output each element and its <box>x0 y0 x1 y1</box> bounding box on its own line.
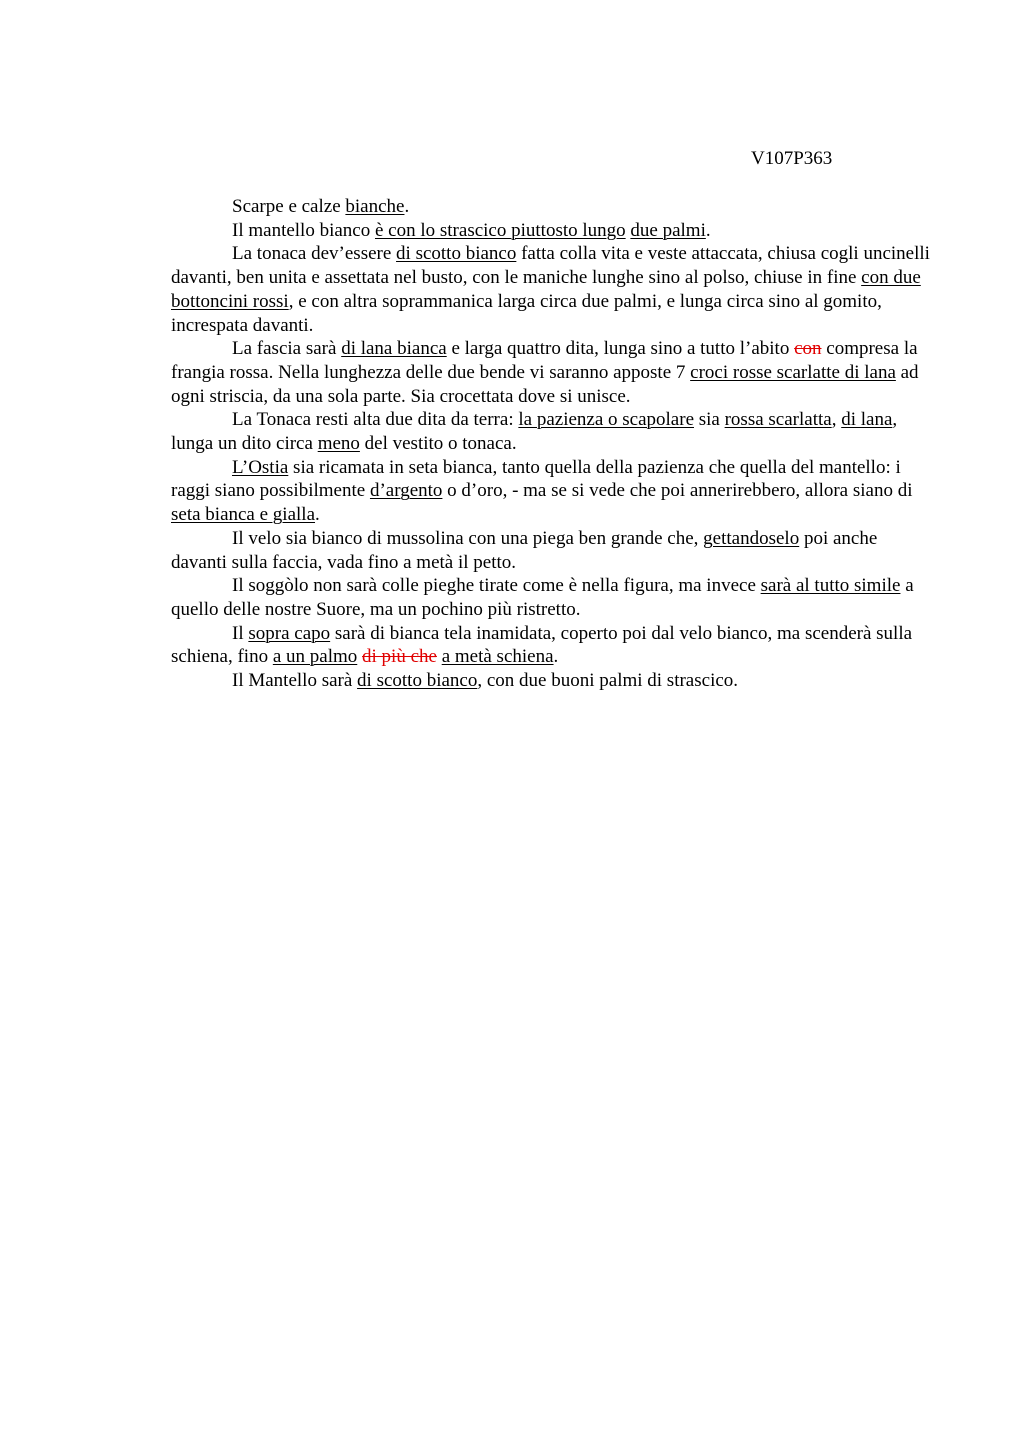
paragraph <box>171 669 931 693</box>
text-run: La Tonaca resti alta due dita da terra: <box>232 409 519 431</box>
paragraph <box>171 622 931 669</box>
underlined-text: di lana bianca <box>341 338 447 360</box>
paragraph <box>171 456 931 527</box>
underlined-text: è con lo strascico piuttosto lungo <box>374 219 626 241</box>
underlined-text: a metà schiena <box>441 646 554 668</box>
underlined-text: a un palmo <box>272 646 358 668</box>
underlined-text: sarà al tutto simile <box>760 575 901 597</box>
text-run: , <box>831 409 842 431</box>
text-run: . <box>404 196 410 217</box>
text-run: , con due buoni palmi di strascico. <box>477 670 739 692</box>
underlined-text: di scotto bianco <box>396 243 517 265</box>
paragraph <box>171 195 931 219</box>
text-run: fatta colla vita e veste attaccata, chiusa cogli uncinelli davanti, ben unita e assettata nel busto, con le maniche lunghe sino al polso, chiuse in fine <box>171 243 930 289</box>
document-body <box>171 195 931 693</box>
text-run: ad ogni striscia, da una sola parte. Sia crocettata dove si unisce. <box>171 361 919 407</box>
underlined-text: con due bottoncini rossi <box>171 267 921 312</box>
deleted-text: con <box>794 338 822 360</box>
text-run: poi anche davanti sulla faccia, vada fino a metà il petto. <box>171 527 878 573</box>
paragraph <box>171 408 931 455</box>
text-run: . <box>705 219 711 241</box>
text-run: del vestito o tonaca. <box>359 433 517 455</box>
underlined-text: bianche <box>345 196 405 217</box>
underlined-text: gettandoselo <box>703 527 800 549</box>
underlined-text: di lana <box>841 409 893 431</box>
text-run: . <box>315 504 320 526</box>
text-run: a quello delle nostre Suore, ma un pochino più ristretto. <box>171 575 914 620</box>
underlined-text: sopra capo <box>248 622 331 644</box>
paragraph <box>171 527 931 574</box>
text-run: Il <box>232 622 249 644</box>
text-run: , lunga un dito circa <box>171 409 898 455</box>
text-run: . <box>553 646 559 668</box>
underlined-text: croci rosse scarlatte di lana <box>690 361 896 383</box>
underlined-text: d’argento <box>369 480 443 502</box>
text-run: Il Mantello sarà <box>232 670 358 692</box>
paragraph <box>171 337 931 408</box>
text-run: compresa la frangia rossa. Nella lunghezza delle due bende vi saranno apposte 7 <box>171 338 918 383</box>
text-run: e larga quattro dita, lunga sino a tutto l’abito <box>446 338 795 360</box>
text-run: sia ricamata in seta bianca, tanto quella della pazienza che quella del mantello: i raggi siano possibilmente <box>171 456 901 502</box>
deleted-text: di più che <box>362 646 437 668</box>
text-run: o d’oro, - ma se si vede che poi annerirebbero, allora siano di <box>442 480 913 502</box>
text-run: Il soggòlo non sarà colle pieghe tirate come è nella figura, ma invece <box>232 575 761 597</box>
text-run: Scarpe e calze <box>232 196 346 217</box>
text-run: Il mantello bianco <box>232 219 375 241</box>
underlined-text: di scotto bianco <box>357 670 478 692</box>
text-run: Il velo sia bianco di mussolina con una piega ben grande che, <box>232 527 704 549</box>
underlined-text: meno <box>317 433 360 455</box>
paragraph <box>171 242 931 337</box>
text-run: sia <box>694 409 725 431</box>
paragraph <box>171 574 931 621</box>
text-run: La tonaca dev’essere <box>232 243 397 265</box>
underlined-text: L’Ostia <box>232 456 289 478</box>
underlined-text: seta bianca e gialla <box>171 504 316 526</box>
paragraph <box>171 219 931 243</box>
underlined-text: rossa scarlatta <box>724 409 832 431</box>
text-run: La fascia sarà <box>232 338 342 360</box>
underlined-text: due palmi <box>630 219 706 241</box>
text-run: , e con altra soprammanica larga circa due palmi, e lunga circa sino al gomito, increspata davanti. <box>171 290 882 336</box>
underlined-text: la pazienza o scapolare <box>518 409 694 431</box>
page-reference: V107P363 <box>751 148 833 169</box>
text-run: sarà di bianca tela inamidata, coperto poi dal velo bianco, ma scenderà sulla schiena, fino <box>171 622 913 668</box>
